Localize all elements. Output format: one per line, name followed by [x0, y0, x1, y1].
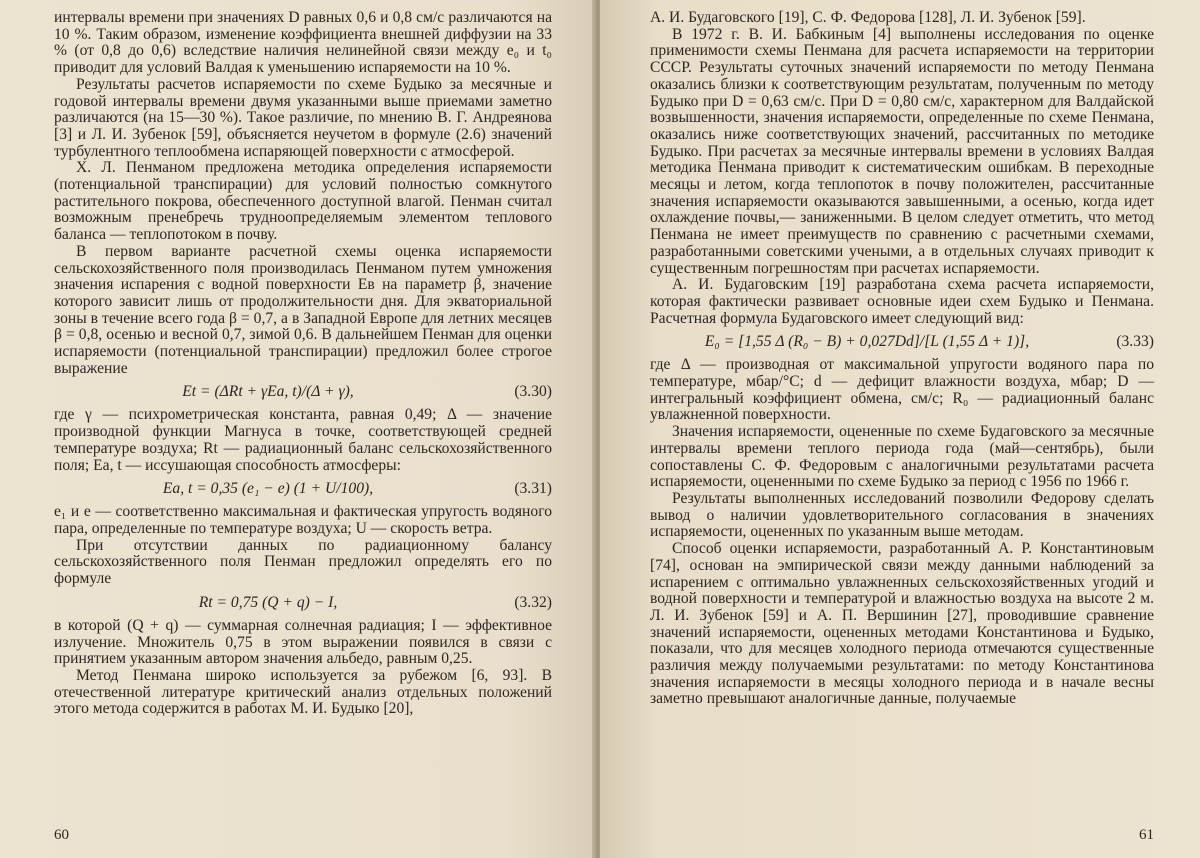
formula-expression: E₀ = [1,55 Δ (R₀ − B) + 0,027Dd]/[L (1,55 Δ + 1)],	[704, 333, 1030, 351]
formula-expression: Et = (ΔRt + γEa, t)/(Δ + γ),	[182, 383, 354, 401]
paragraph: e₁ и e — соответственно максимальная и фактическая упругость водяного пара, определенные по температуре воздуха; U — скорость ветра.	[54, 503, 552, 537]
paragraph: интервалы времени при значениях D равных 0,6 и 0,8 см/с различаются на 10 %. Таким образом, изменение коэффициента внешней диффузии на 33 % (от 0,8 до 0,6) вследствие наличия нелинейной связи между e₀ и t₀ приводит для условий Валдая к уменьшению испаряемости на 10 %.	[54, 9, 552, 77]
left-page	[0, 0, 596, 858]
right-page	[600, 0, 1200, 858]
formula-number: (3.31)	[514, 480, 552, 498]
formula-3-30	[54, 381, 552, 403]
paragraph: где γ — психрометрическая константа, равная 0,49; Δ — значение производной функции Магнуса в точке, соответствующей средней температуре воздуха; Rt — радиационный баланс сельскохозяйственного поля; Ea, t — иссушающая способность атмосферы:	[54, 406, 552, 474]
paragraph: В 1972 г. В. И. Бабкиным [4] выполнены исследования по оценке применимости схемы Пенмана для расчета испаряемости на территории СССР. Результаты суточных значений испаряемости по методу Пенмана оказались близки к соответствующим результатам, полученным по методу Будыко при D = 0,63 см/с. При D = 0,80 см/с, характерном для Валдайской возвышенности, значения испаряемости, определенные по схеме Пенмана, оказались ниже соответствующих значений, рассчитанных по методике Будыко. При расчетах за месячные интервалы времени в условиях Валдая методика Пенмана приводит к систематическим ошибкам. В переходные месяцы и летом, когда теплопоток в почву положителен, рассчитанные значения испаряемости оказываются завышенными, а осенью, когда идет охлаждение почвы,— заниженными. В целом следует отметить, что метод Пенмана не имеет преимуществ по сравнению с расчетными схемами, разработанными советскими учеными, а в отдельных случаях приводит к существенным погрешностям при расчетах испаряемости.	[650, 25, 1154, 277]
formula-number: (3.32)	[514, 593, 552, 611]
paragraph: где Δ — производная от максимальной упругости водяного пара по температуре, мбар/°С; d — дефицит влажности воздуха, мбар; D — интегральный коэффициент обмена, см/с; R₀ — радиационный баланс увлажненной поверхности.	[650, 356, 1154, 424]
paragraph: А. И. Будаговским [19] разработана схема расчета испаряемости, которая фактически развивает основные идеи схем Будыко и Пенмана. Расчетная формула Будаговского имеет следующий вид:	[650, 276, 1154, 327]
formula-3-31	[54, 478, 552, 500]
paragraph: Х. Л. Пенманом предложена методика определения испаряемости (потенциальной транспирации) для условий полностью сомкнутого растительного покрова, обеспеченного доступной влагой. Пенман считал возможным пренебречь трудноопределяемым элементом теплового баланса — теплопотоком в почву.	[54, 159, 552, 244]
paragraph: А. И. Будаговского [19], С. Ф. Федорова [128], Л. И. Зубенок [59].	[650, 9, 1086, 26]
formula-3-32	[54, 592, 552, 614]
paragraph: Метод Пенмана широко используется за рубежом [6, 93]. В отечественной литературе критический анализ отдельных положений этого метода содержится в работах М. И. Будыко [20],	[54, 666, 552, 718]
paragraph: Результаты выполненных исследований позволили Федорову сделать вывод о наличии удовлетворительного согласования в значениях испаряемости, оцененных по указанным выше методам.	[650, 489, 1154, 541]
left-page-text	[54, 10, 552, 718]
paragraph: в которой (Q + q) — суммарная солнечная радиация; I — эффективное излучение. Множитель 0,75 в этом выражении появился в связи с принятием указанным автором значения альбедо, равным 0,25.	[54, 616, 552, 668]
paragraph: Значения испаряемости, оцененные по схеме Будаговского за месячные интервалы времени теплого периода года (май—сентябрь), были сопоставлены С. Ф. Федоровым с аналогичными результатами расчета испаряемости, оцененными по схеме Будыко за период с 1956 по 1966 г.	[650, 423, 1154, 491]
page-number: 60	[54, 827, 69, 843]
formula-expression: Rt = 0,75 (Q + q) − I,	[198, 593, 338, 611]
paragraph: Результаты расчетов испаряемости по схеме Будыко за месячные и годовой интервалы времени двумя указанными выше приемами заметно различаются (на 15—30 %). Такое различие, по мнению В. Г. Андреянова [3] и Л. И. Зубенок [59], объясняется неучетом в формуле (2.6) значений турбулентного теплообмена испаряющей поверхности с атмосферой.	[54, 75, 552, 160]
page-number: 61	[1139, 827, 1154, 843]
formula-number: (3.30)	[514, 383, 552, 401]
formula-number: (3.33)	[1116, 333, 1154, 351]
formula-expression: Ea, t = 0,35 (e₁ − e) (1 + U/100),	[162, 480, 374, 498]
formula-3-33	[650, 331, 1154, 353]
paragraph: Способ оценки испаряемости, разработанный А. Р. Константиновым [74], основан на эмпирической связи между данными наблюдений за испарением с оптимально увлажненных сельскохозяйственных угодий и водной поверхности и температурой и влажностью воздуха на высоте 2 м. Л. И. Зубенок [59] и А. П. Вершинин [27], проводившие сравнение значений испаряемости, оцененных методами Константинова и Будыко, показали, что для месяцев холодного периода отмечаются существенные различия между получаемыми результатами: по методу Константинова значения испаряемости в месяцы холодного периода и в начале весны заметно превышают аналогичные данные, получаемые	[650, 540, 1154, 708]
paragraph: В первом варианте расчетной схемы оценка испаряемости сельскохозяйственного поля производилась Пенманом путем умножения значения испарения с водной поверхности Eв на параметр β, значение которого зависит лишь от продолжительности дня. Для экваториальной зоны в течение всего года β = 0,7, а в Западной Европе для летних месяцев β = 0,8, осенью и весной 0,7, зимой 0,6. В дальнейшем Пенман для оценки испаряемости (потенциальной транспирации) предложил более строгое выражение	[54, 242, 552, 377]
paragraph: При отсутствии данных по радиационному балансу сельскохозяйственного поля Пенман предложил определять его по формуле	[54, 536, 552, 588]
right-page-text	[650, 10, 1154, 708]
